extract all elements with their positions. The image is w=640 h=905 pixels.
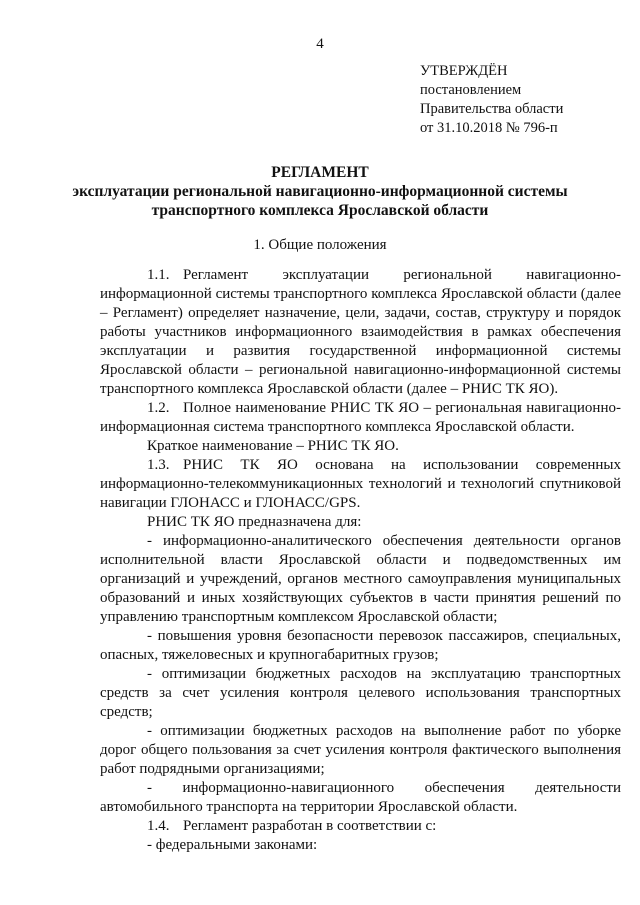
title-line: эксплуатации региональной навигационно-информационной системы	[72, 183, 568, 200]
approval-line: от 31.10.2018 № 796-п	[420, 120, 558, 136]
paragraph-number: 1.2.	[147, 400, 170, 416]
paragraph-1-3	[100, 456, 621, 513]
paragraph-text: Регламент разработан в соответствии с:	[183, 818, 437, 834]
paragraph-number: 1.1.	[147, 267, 170, 283]
paragraph-number: 1.3.	[147, 457, 170, 473]
paragraph-short-name: Краткое наименование – РНИС ТК ЯО.	[147, 438, 399, 454]
paragraph-text: Полное наименование РНИС ТК ЯО – региональная навигационно-информационная система транспортного комплекса Ярославской области.	[100, 400, 621, 435]
approval-line: постановлением	[420, 82, 522, 98]
paragraph-text: Регламент эксплуатации региональной навигационно-информационной системы транспортного комплекса Ярославской области (далее – Регламент) определяет назначение, цели, задачи, состав, структуру и порядок работы участников информационного взаимодействия в рамках обеспечения эксплуатации и развития государственной информационной системы Ярославской области – региональной навигационно-информационной системы транспортного комплекса Ярославской области (далее – РНИС ТК ЯО).	[100, 267, 621, 397]
list-item: - информационно-навигационного обеспечения деятельности автомобильного транспорта на территории Ярославской области.	[100, 780, 621, 815]
title-line: РЕГЛАМЕНТ	[271, 164, 369, 181]
document-title	[0, 163, 640, 220]
title-line: транспортного комплекса Ярославской области	[151, 202, 489, 219]
section-heading: 1. Общие положения	[253, 237, 387, 253]
paragraph-number: 1.4.	[147, 818, 170, 834]
approval-block	[420, 62, 563, 138]
list-item: - повышения уровня безопасности перевозок пассажиров, специальных, опасных, тяжеловесных и крупногабаритных грузов;	[100, 628, 621, 663]
approval-line: Правительства области	[420, 101, 564, 117]
paragraph-1-4	[100, 817, 621, 836]
list-item: - оптимизации бюджетных расходов на эксплуатацию транспортных средств за счет усиления контроля целевого использования транспортных средств;	[100, 666, 621, 720]
page-number: 4	[316, 36, 324, 52]
paragraph-1-1	[100, 266, 621, 399]
paragraph-purpose: РНИС ТК ЯО предназначена для:	[147, 514, 362, 530]
paragraph-text: РНИС ТК ЯО основана на использовании современных информационно-телекоммуникационных технологий и технологий спутниковой навигации ГЛОНАСС и ГЛОНАСС/GPS.	[100, 457, 621, 511]
list-item: - федеральными законами:	[147, 837, 318, 853]
list-item: - оптимизации бюджетных расходов на выполнение работ по уборке дорог общего пользования за счет усиления контроля фактического выполнения работ подрядными организациями;	[100, 723, 621, 777]
paragraph-1-2	[100, 399, 621, 437]
approval-line: УТВЕРЖДЁН	[420, 63, 508, 79]
document-body	[100, 266, 621, 855]
list-item: - информационно-аналитического обеспечения деятельности органов исполнительной власти Ярославской области и подведомственных им организаций и учреждений, органов местного самоуправления муниципальных образований и иных хозяйствующих субъектов в части принятия решений по управлению транспортным комплексом Ярославской области;	[100, 533, 621, 625]
